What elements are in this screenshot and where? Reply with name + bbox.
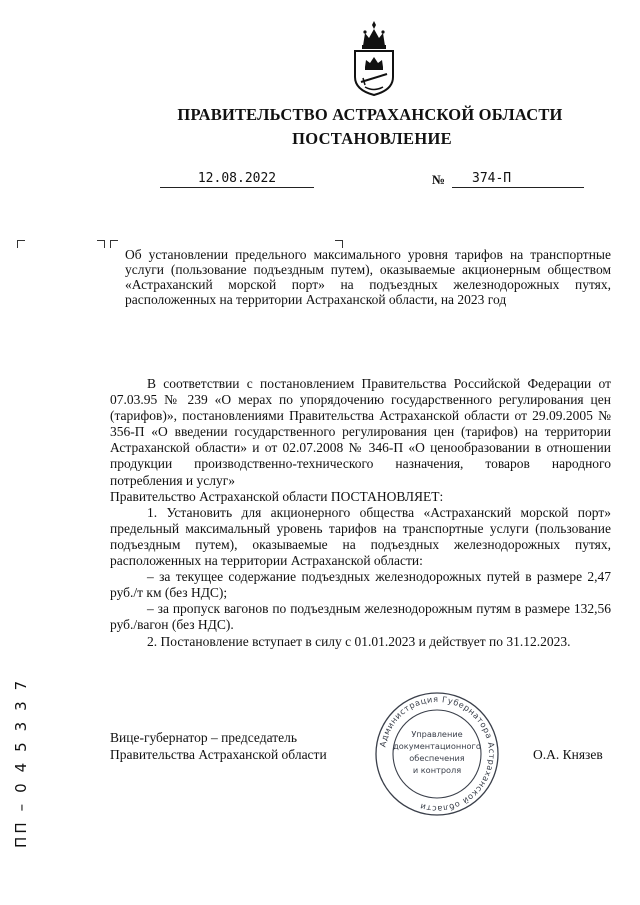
- document-subject: Об установлении предельного максимального уровня тарифов на транспортные услуги (пользование подъездным путем), оказываемые акционерным обществом «Астраханский морской порт» на подъездных железнодорожных путях, расположенных на территории Астраханской области, на 2023 год: [125, 247, 611, 307]
- stamp-inner-line3: обеспечения: [409, 753, 465, 763]
- item-1-tariff-maintenance: – за текущее содержание подъездных железнодорожных путей в размере 2,47 руб./т км (без НДС);: [110, 569, 611, 601]
- stamp-inner-line4: и контроля: [412, 765, 462, 775]
- stamp-inner-line2: документационного: [393, 741, 481, 751]
- item-1-tariff-wagons: – за пропуск вагонов по подъездным железнодорожным путям в размере 132,56 руб./вагон (без НДС).: [110, 601, 611, 633]
- document-body: [110, 376, 611, 650]
- stamp-outer-text: Администрация Губернатора Астраханской области: [377, 693, 498, 815]
- official-stamp: [374, 691, 500, 817]
- number-sign: №: [432, 172, 446, 187]
- org-name: ПРАВИТЕЛЬСТВО АСТРАХАНСКОЙ ОБЛАСТИ: [177, 105, 563, 124]
- astrakhan-coat-of-arms-icon: [349, 20, 399, 96]
- item-1-paragraph: 1. Установить для акционерного общества «Астраханский морской порт» предельный максимальный уровень тарифов на транспортные услуги (пользование подъездным путем), оказываемые на подъездных железнодорожных путях, расположенных на территории Астраханской области:: [110, 504, 611, 569]
- doc-number: 374-П: [452, 171, 584, 188]
- side-serial-number: ПП – 0 4 5 3 3 7: [12, 677, 30, 848]
- signer-title: [110, 730, 327, 763]
- corner-mark-subject-start: [110, 240, 118, 248]
- signer-title-line2: Правительства Астраханской области: [110, 746, 327, 762]
- signer-name: О.А. Князев: [533, 747, 603, 762]
- preamble-paragraph: В соответствии с постановлением Правительства Российской Федерации от 07.03.95 № 239 «О мерах по упорядочению государственного регулирования цен (тарифов)», постановлениями Правительства Астраханской области от 29.09.2005 № 356-П «О введении государственного регулирования цен (тарифов) на территории Астраханской области» и от 02.07.2008 № 346-П «О ценообразовании в отношении продукции производственно-технического назначения, товаров народного потребления и услуг»: [110, 376, 611, 488]
- corner-mark-left-end: [97, 240, 105, 248]
- doc-type-title: ПОСТАНОВЛЕНИЕ: [292, 129, 452, 148]
- item-2-paragraph: 2. Постановление вступает в силу с 01.01.2023 и действует по 31.12.2023.: [147, 633, 571, 649]
- doc-date: 12.08.2022: [160, 171, 314, 188]
- resolves-paragraph: Правительство Астраханской области ПОСТАНОВЛЯЕТ:: [110, 488, 444, 504]
- signer-title-line1: Вице-губернатор – председатель: [110, 730, 297, 745]
- stamp-inner-line1: Управление: [411, 729, 463, 739]
- corner-mark-left: [17, 240, 25, 248]
